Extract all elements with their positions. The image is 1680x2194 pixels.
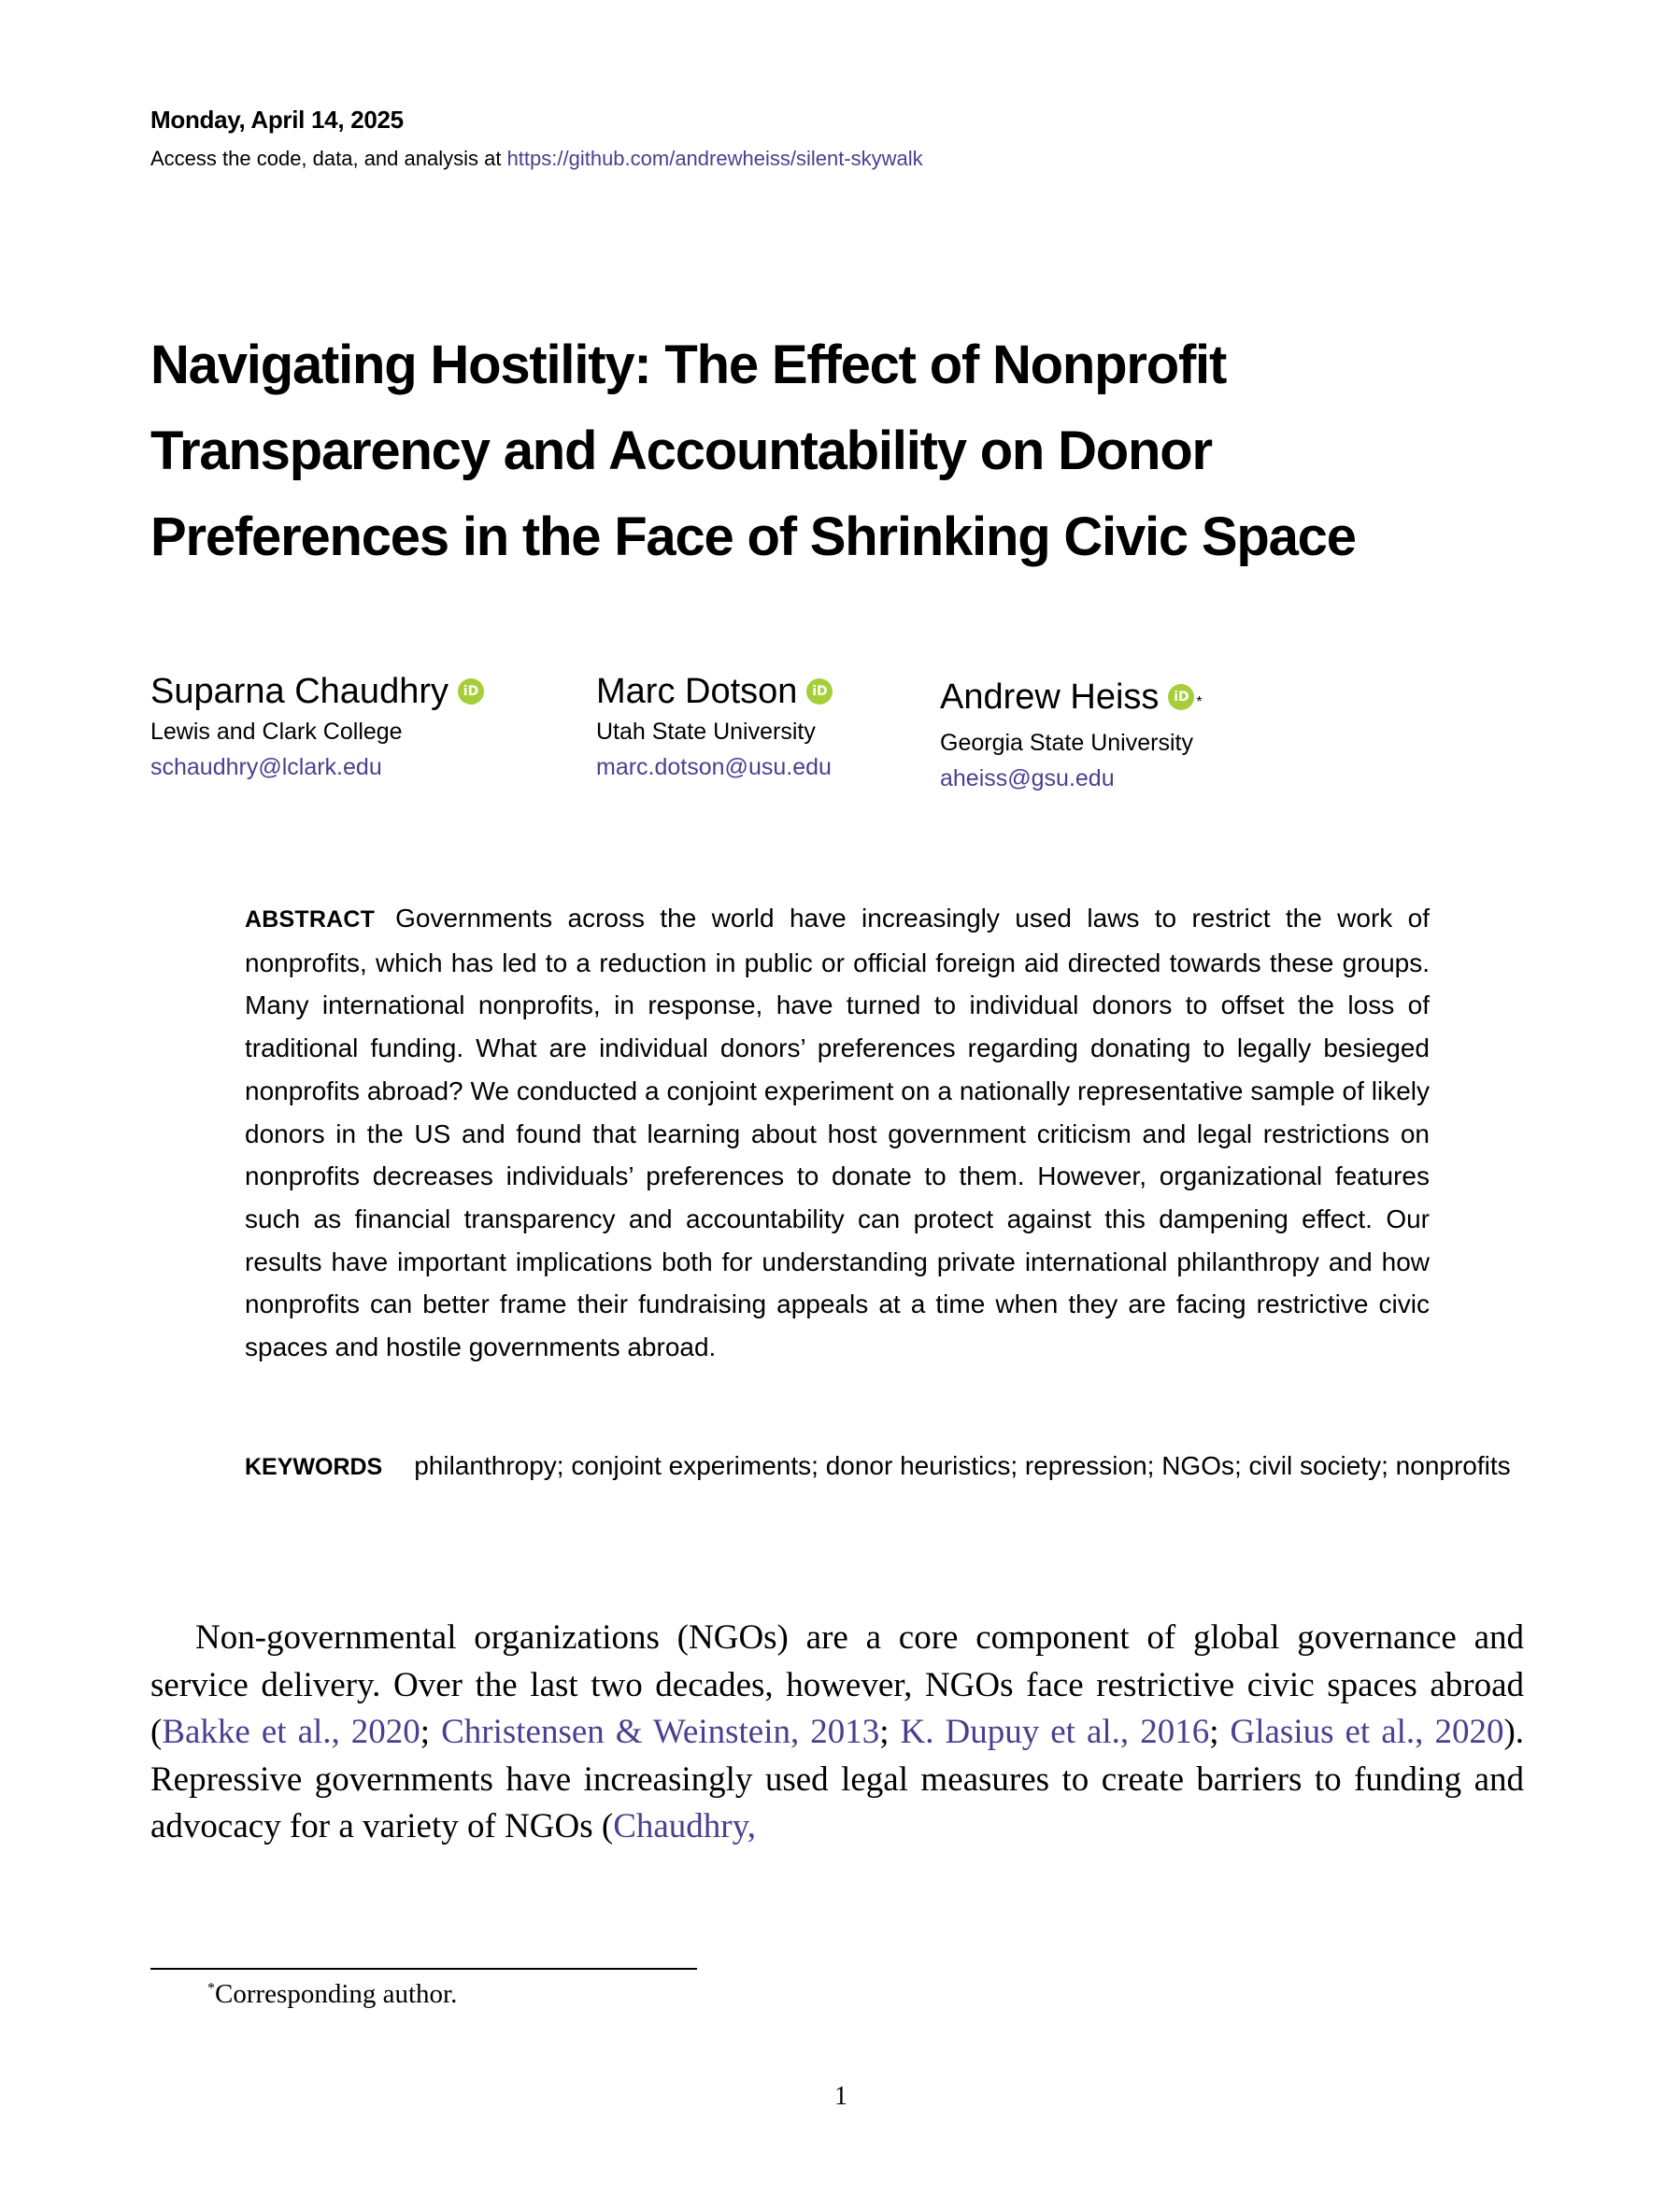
access-line: [150, 147, 923, 171]
document-date: Monday, April 14, 2025: [150, 106, 404, 134]
keywords-label: KEYWORDS: [245, 1454, 383, 1480]
author-block: [150, 669, 484, 785]
author-block: [596, 669, 833, 785]
author-affiliation: Lewis and Clark College: [150, 719, 403, 745]
body-paragraph: [150, 1615, 1524, 1851]
body-text: ). Repressive governments have increasingly used legal measures to create barriers to funding and advocacy for a variety of NGOs (: [150, 1713, 1525, 1845]
keywords-text: philanthropy; conjoint experiments; donor heuristics; repression; NGOs; civil society; nonprofits: [414, 1451, 1511, 1480]
citation-separator: ;: [420, 1713, 442, 1751]
citation-separator: ;: [879, 1713, 901, 1751]
citation-link[interactable]: Christensen & Weinstein, 2013: [441, 1713, 880, 1751]
abstract-label: ABSTRACT: [245, 906, 376, 933]
author-name: Andrew Heiss: [940, 677, 1160, 717]
repository-link[interactable]: https://github.com/andrewheiss/silent-skywalk: [506, 147, 923, 170]
title-line: Transparency and Accountability on Donor: [150, 420, 1212, 481]
author-name-row: [596, 669, 833, 714]
footnote: [207, 1979, 457, 2010]
title-line: Preferences in the Face of Shrinking Civic Space: [150, 506, 1356, 567]
page-number: 1: [834, 2082, 847, 2111]
author-email-link[interactable]: marc.dotson@usu.edu: [596, 754, 832, 780]
body-text: Non-governmental organizations (NGOs) are a core component of global governance and service delivery. Over the last two decades, however, NGOs face restrictive civic spaces abroad (: [150, 1618, 1524, 1751]
abstract-text: Governments across the world have increasingly used laws to restrict the work of nonprofits, which has led to a reduction in public or official foreign aid directed towards these groups. Many international nonprofits, in response, have turned to individual donors to offset the loss of traditional funding. What are individual donors’ preferences regarding donating to legally besieged nonprofits abroad? We conducted a conjoint experiment on a nationally representative sample of likely donors in the US and found that learning about host government criticism and legal restrictions on nonprofits decreases individuals’ preferences to donate to them. However, organizational features such as financial transparency and accountability can protect against this dampening effect. Our results have important implications both for understanding private international philanthropy and how nonprofits can better frame their fundraising appeals at a time when they are facing restrictive civic spaces and hostile governments abroad.: [245, 904, 1430, 1362]
orcid-icon[interactable]: iD: [806, 678, 833, 705]
access-text: Access the code, data, and analysis at: [150, 147, 507, 170]
author-email-link[interactable]: schaudhry@lclark.edu: [150, 754, 382, 780]
keywords: [150, 1444, 1524, 1489]
author-name: Marc Dotson: [596, 672, 798, 711]
orcid-icon[interactable]: iD: [1168, 684, 1194, 710]
abstract: [245, 897, 1430, 1369]
author-email-link[interactable]: aheiss@gsu.edu: [940, 765, 1115, 791]
author-affiliation: Utah State University: [596, 719, 816, 745]
author-name-row: [150, 669, 484, 714]
citation-link[interactable]: Chaudhry,: [613, 1807, 756, 1845]
author-block: [940, 669, 1203, 796]
footnote-text: Corresponding author.: [215, 1979, 458, 2009]
footnote-marker: *: [207, 1980, 215, 1997]
title-line: Navigating Hostility: The Effect of Nonprofit: [150, 335, 1227, 395]
orcid-icon[interactable]: iD: [458, 678, 484, 705]
citation-link[interactable]: Glasius et al., 2020: [1230, 1713, 1504, 1751]
author-name: Suparna Chaudhry: [150, 672, 448, 711]
citation-separator: ;: [1209, 1713, 1231, 1751]
footnote-divider: [150, 1968, 697, 1970]
citation-link[interactable]: Bakke et al., 2020: [162, 1713, 420, 1751]
citation-link[interactable]: K. Dupuy et al., 2016: [900, 1713, 1210, 1751]
author-name-row: [940, 669, 1203, 725]
author-affiliation: Georgia State University: [940, 730, 1193, 756]
paper-title: [150, 322, 1533, 580]
corresponding-author-marker[interactable]: *: [1196, 694, 1203, 710]
